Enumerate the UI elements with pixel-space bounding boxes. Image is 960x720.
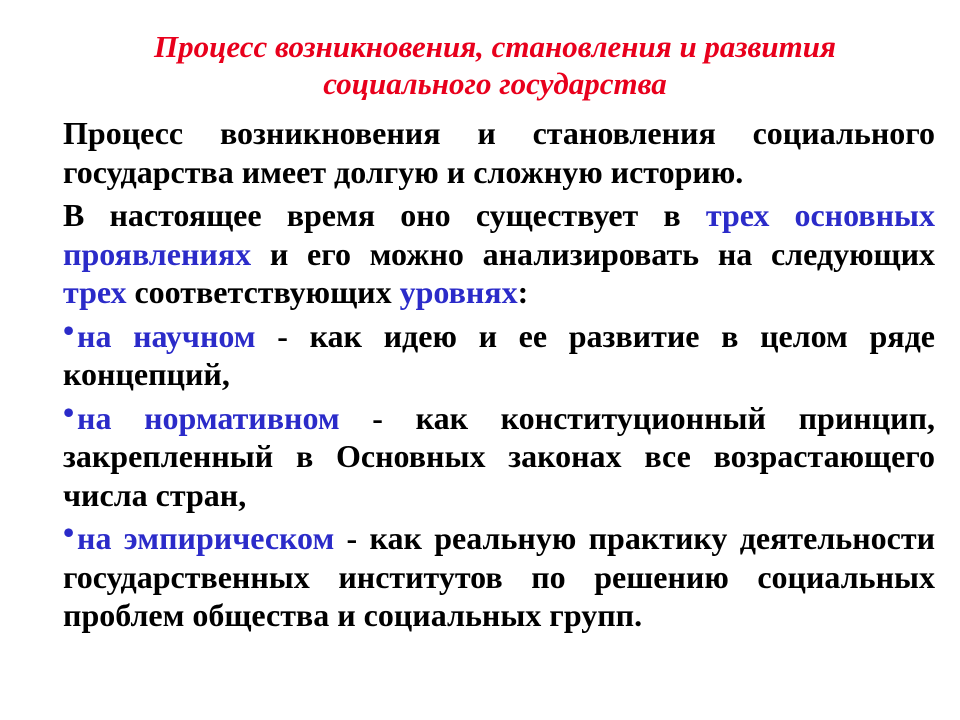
paragraph-levels-text-4: : bbox=[517, 274, 529, 310]
bullet-highlight-normative: на нормативном bbox=[77, 399, 340, 436]
bullet-text-empirical: - как реальную практику деятельности государственных институтов по решению социальных проблем общества и социальных групп. bbox=[63, 520, 936, 633]
paragraph-levels bbox=[63, 196, 935, 312]
highlight-three: трех bbox=[63, 274, 127, 310]
bullet-icon: • bbox=[63, 311, 75, 348]
slide-body bbox=[63, 114, 935, 640]
highlight-levels: уровнях bbox=[399, 274, 518, 310]
bullet-text-normative: - как конституционный принцип, закрепленный в Основных законах все возрастающего числа стран, bbox=[63, 399, 936, 513]
bullet-icon: • bbox=[63, 393, 75, 430]
slide-title bbox=[70, 28, 920, 102]
bullet-icon: • bbox=[63, 514, 75, 550]
bullet-text-scientific: - как идею и ее развитие в целом ряде концепций, bbox=[63, 317, 936, 392]
bullet-item-scientific bbox=[63, 311, 936, 394]
title-line-1: Процесс возникновения, становления и развития bbox=[154, 29, 836, 64]
paragraph-levels-text-1: В настоящее время оно существует в bbox=[63, 197, 706, 233]
title-line-2: социального государства bbox=[323, 66, 667, 101]
paragraph-intro bbox=[63, 114, 935, 191]
bullet-highlight-scientific: на научном bbox=[77, 317, 256, 354]
paragraph-levels-text-2: и его можно анализировать на следующих bbox=[251, 235, 935, 272]
bullet-highlight-empirical: на эмпирическом bbox=[77, 520, 335, 556]
paragraph-levels-text-3: соответствующих bbox=[126, 274, 400, 310]
bullet-item-normative bbox=[63, 393, 936, 515]
paragraph-intro-text: Процесс возникновения и становления социального государства имеет долгую и сложную историю. bbox=[63, 115, 935, 190]
bullet-item-empirical bbox=[63, 514, 936, 635]
highlight-three-manifestations: трех основных проявлениях bbox=[63, 197, 936, 272]
